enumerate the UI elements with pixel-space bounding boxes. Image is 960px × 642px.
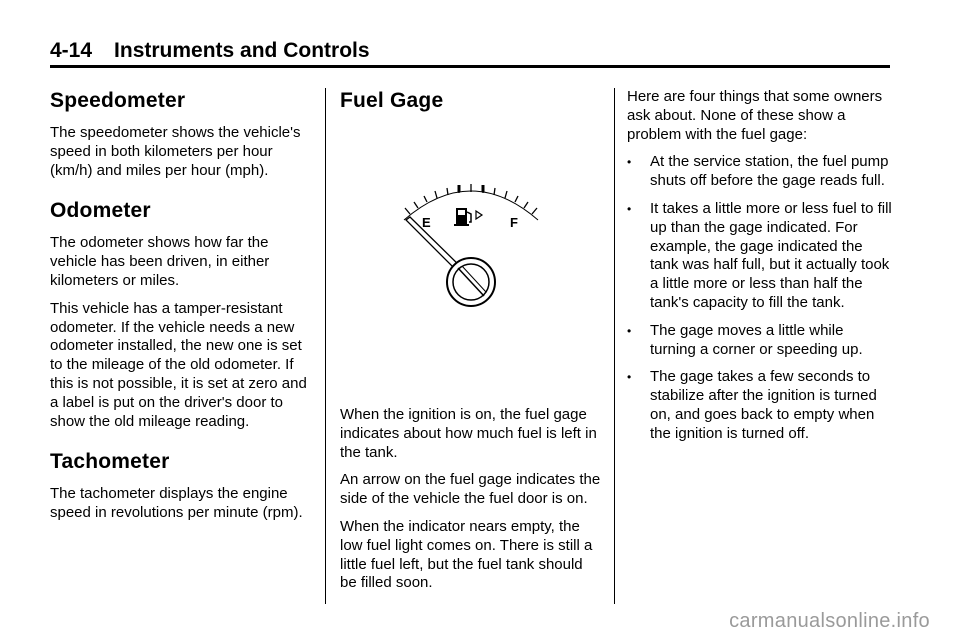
empty-label: E (422, 215, 431, 230)
watermark: carmanualsonline.info (729, 610, 930, 632)
fuel-gage-heading: Fuel Gage (340, 89, 444, 112)
fuel-gage-text-3: When the indicator nears empty, the low fuel light comes on. There is still a little fuel left, but the fuel tank should be filled soon. (340, 517, 593, 592)
fuel-gage-faq-list (627, 153, 892, 443)
page-header (50, 38, 890, 64)
bullet-icon: • (627, 201, 632, 216)
odometer-text-2: This vehicle has a tamper-resistant odometer. If the vehicle needs a new odometer installed, the new one is set to the mileage of the old odometer. If this is not possible, it is set at zero and a label is put on the driver's door to show the old mileage reading. (50, 299, 307, 430)
column-left (50, 88, 312, 532)
bullet-icon: • (627, 155, 632, 170)
fuel-gage-text-1: When the ignition is on, the fuel gage indicates about how much fuel is left in the tank. (340, 406, 597, 461)
column-divider-1 (325, 88, 326, 604)
speedometer-heading: Speedometer (50, 89, 186, 112)
bullet-icon: • (627, 323, 632, 338)
fuel-door-arrow-icon (476, 211, 482, 219)
odometer-heading: Odometer (50, 199, 151, 223)
fuel-gage-icon (396, 184, 546, 314)
odometer-text-1: The odometer shows how far the vehicle has been driven, in either kilometers or miles. (50, 234, 270, 289)
section-title: Instruments and Controls (114, 39, 370, 62)
list-item: • The gage moves a little while turning a corner or speeding up. (627, 321, 863, 358)
list-item: • At the service station, the fuel pump shuts off before the gage reads full. (627, 153, 889, 190)
speedometer-text: The speedometer shows the vehicle's speed in both kilometers per hour (km/h) and miles per hour (mph). (50, 124, 301, 179)
list-item: • It takes a little more or less fuel to fill up than the gage indicated. For example, the gage indicated the tank was half full, but it actually took a little more or less than half the tank's capacity to fill the tank. (627, 199, 892, 311)
fuel-pump-icon (454, 208, 471, 226)
column-middle (340, 88, 602, 602)
fuel-gage-illustration (340, 184, 602, 406)
page-number: 4-14 (50, 39, 93, 62)
bullet-icon: • (627, 370, 632, 385)
header-rule (50, 65, 890, 68)
fuel-gage-text-2: An arrow on the fuel gage indicates the side of the vehicle the fuel door is on. (340, 471, 601, 508)
column-divider-2 (614, 88, 615, 604)
column-right (627, 88, 892, 453)
list-item: • The gage takes a few seconds to stabilize after the ignition is turned on, and goes back to empty when the ignition is turned off. (627, 368, 877, 442)
fuel-gage-faq-intro: Here are four things that some owners ask about. None of these show a problem with the fuel gage: (627, 88, 883, 143)
full-label: F (510, 215, 518, 230)
tachometer-text: The tachometer displays the engine speed in revolutions per minute (rpm). (50, 485, 303, 522)
tachometer-heading: Tachometer (50, 450, 170, 474)
